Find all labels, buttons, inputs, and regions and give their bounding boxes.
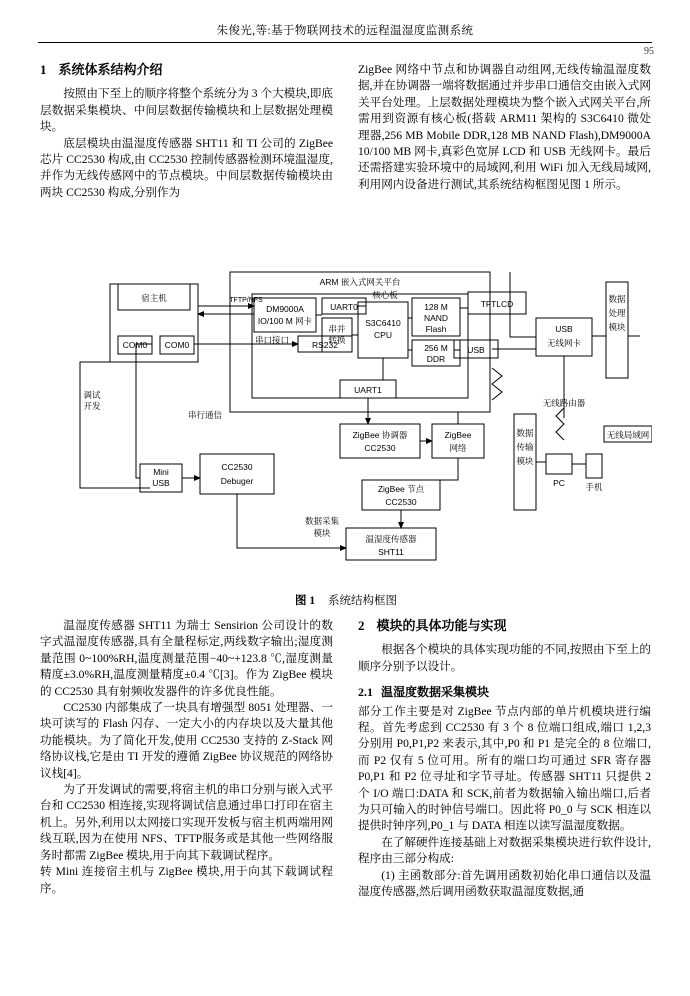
fig-serial-port: 串口接口 xyxy=(254,335,290,345)
fig-nand-2: NAND xyxy=(423,313,449,323)
fig-ddr-2: DDR xyxy=(426,354,446,364)
fig-proc-3: 模块 xyxy=(608,322,626,332)
figure-label: 图 1 xyxy=(295,595,316,607)
fig-serial-comm-label: 串行通信 xyxy=(187,410,223,420)
left-cont-paragraph-1: 温湿度传感器 SHT11 为瑞士 Sensirion 公司设计的数字式温湿度传感器,具有全量程标定,两线数字输出;湿度测量范围 0~100%RH,温度测量范围−40~+123.8 ℃,湿度测量精度±3.0%RH,温度测量精度±0.4 ℃[3]。作为 ZigBee 模块的 CC2530 具有射频收发器件的许多优良性能。 xyxy=(40,619,333,698)
figure-caption xyxy=(40,592,652,608)
figure-svg xyxy=(40,258,652,588)
fig-uart1: UART1 xyxy=(354,385,382,395)
fig-tftpnfs: TFTP/NFS xyxy=(229,297,263,304)
fig-usb-wifi-2: 无线网卡 xyxy=(546,338,582,348)
fig-zigbee-coord-2: CC2530 xyxy=(364,443,396,453)
section-2-1-heading xyxy=(358,684,651,700)
fig-cpu-2: CPU xyxy=(374,330,392,340)
running-header: 朱俊光,等:基于物联网技术的远程温湿度监测系统 xyxy=(216,25,474,37)
fig-conv-2: 转换 xyxy=(328,335,346,345)
system-architecture-figure xyxy=(40,258,652,588)
fig-proc-2: 处理 xyxy=(608,308,626,318)
fig-com0-label: COM0 xyxy=(122,340,148,350)
section-2-1-paragraph-1: 部分工作主要是对 ZigBee 节点内部的单片机模块进行编程。首先考虑到 CC2530 有 3 个 8 位端口组成,端口 1,2,3 分别用 P0,P1,P2 来表示,其中,P0 和 P1 是完全的 8 位端口,而 P2 仅有 5 位可用。所有的端口均可通过 SFR 寄存器 P0,P1 和 P2 位寻址和字节寻址。传感器 SHT11 只提供 2 个 I/O 端口:DATA 和 SCK,前者为数据输入输出端口,后者为只可输入的时钟信号端口。因此将 P0_0 与 SCK 相连以提供时钟序列,P0_1 与 DATA 相连以读写温湿度数据。 xyxy=(358,704,651,833)
section-1-paragraph-1: 按照由下至上的顺序将整个系统分为 3 个大模块,即底层数据采集模块、中间层数据传输模块和上层数据处理模块。 xyxy=(40,87,333,134)
section-2-heading xyxy=(358,618,651,634)
left-column-top xyxy=(40,62,333,201)
fig-pc: PC xyxy=(553,478,565,488)
section-2-1-paragraph-3: (1) 主函数部分:首先调用函数初始化串口通信以及温湿度传感器,然后调用函数获取温湿度数据,通 xyxy=(358,868,651,899)
fig-proc-1: 数据 xyxy=(608,294,626,304)
section-1-paragraph-2: 底层模块由温湿度传感器 SHT11 和 TI 公司的 ZigBee 芯片 CC2530 构成,由 CC2530 控制传感器检测环境温湿度,并作为无线传感网中的节点模块。中间层数据传输模块由两块 CC2530 构成,分别作为 xyxy=(40,136,333,199)
section-2-title: 模块的具体功能与实现 xyxy=(376,618,507,633)
fig-ddr-1: 256 M xyxy=(424,343,448,353)
fig-zigbee-net-2: 网络 xyxy=(449,443,467,453)
fig-nand-3: Flash xyxy=(425,324,447,334)
section-2-1-title: 温湿度数据采集模块 xyxy=(381,685,490,700)
fig-trans-1: 数据 xyxy=(516,428,534,438)
fig-cc2530-debuger-1: CC2530 xyxy=(221,462,253,472)
fig-collect-1: 数据采集 xyxy=(304,516,340,526)
fig-tftlcd: TFTLCD xyxy=(480,299,514,309)
fig-debug-label-1: 调试 xyxy=(83,390,101,400)
section-2-1-paragraph-2: 在了解硬件连接基础上对数据采集模块进行软件设计,程序由三部分构成: xyxy=(358,835,651,866)
fig-sensor-2: SHT11 xyxy=(378,547,404,557)
right-column-top xyxy=(358,62,651,193)
section-1-number: 1 xyxy=(40,62,47,77)
fig-zigbee-node-1: ZigBee 节点 xyxy=(377,484,425,494)
fig-zigbee-node-2: CC2530 xyxy=(385,497,417,507)
fig-sensor-1: 温湿度传感器 xyxy=(365,534,417,544)
fig-trans-3: 模块 xyxy=(516,456,534,466)
header-rule xyxy=(38,42,652,43)
fig-com1-label: COM0 xyxy=(164,340,190,350)
fig-cc2530-debuger-2: Debuger xyxy=(220,476,254,486)
fig-trans-2: 传输 xyxy=(516,442,534,452)
fig-mini-usb-2: USB xyxy=(152,478,170,488)
figure-caption-text: 系统结构框图 xyxy=(328,595,397,607)
fig-dm9000a-2: IO/100 M 网卡 xyxy=(257,316,313,326)
fig-collect-2: 模块 xyxy=(313,528,331,538)
right-column-bottom xyxy=(358,618,651,901)
fig-nand-1: 128 M xyxy=(424,302,448,312)
fig-conv-1: 串并 xyxy=(328,324,346,334)
page-number: 95 xyxy=(644,46,654,57)
fig-debug-label-2: 开发 xyxy=(83,401,101,411)
section-2-1-number: 2.1 xyxy=(358,685,373,700)
fig-core-board: 核心板 xyxy=(372,290,398,300)
fig-zigbee-net-1: ZigBee xyxy=(444,430,472,440)
fig-platform-title: ARM 嵌入式网关平台 xyxy=(319,277,401,287)
fig-phone: 手机 xyxy=(585,482,603,492)
fig-host-label: 宿主机 xyxy=(141,293,167,303)
left-cont-paragraph-2: CC2530 内部集成了一块具有增强型 8051 处理器、一块可读写的 Flash 闪存、一定大小的内存块以及大量其他功能模块。为了简化开发,使用 CC2530 支持的 Z-Stack 网络协议栈,它是由 TI 开发的遵循 ZigBee 协议规范的网络协议栈[4]。 xyxy=(40,701,333,780)
fig-uart0: UART0 xyxy=(330,302,358,312)
fig-zigbee-coord-1: ZigBee 协调器 xyxy=(352,430,408,440)
section-2-paragraph-1: 根据各个模块的具体实现功能的不同,按照由下至上的顺序分别予以设计。 xyxy=(358,643,651,673)
section-1-title: 系统体系结构介绍 xyxy=(58,62,163,77)
fig-usb-wifi-1: USB xyxy=(555,324,573,334)
section-1-paragraph-3: ZigBee 网络中节点和协调器自动组网,无线传输温湿度数据,并在协调器一端将数据通过并步串口通信交由嵌入式网关平台处理。上层数据处理模块为整个嵌入式网关平台,所需用到资源有核心板(搭载 ARM11 架构的 S3C6410 微处理器,256 MB Mobile DDR,128 MB NAND Flash),DM9000A 10/100 MB 网卡,真彩色宽屏 LCD 和 USB 无线网卡。最后还需搭建实验环境中的局域网,利用 WiFi 加入无线局域网,利用网内设备进行测试,其系统结构框图见图 1 所示。 xyxy=(358,63,651,191)
left-column-bottom xyxy=(40,618,333,897)
left-cont-paragraph-3: 为了开发调试的需要,将宿主机的串口分别与嵌入式平台和 CC2530 相连接,实现将调试信息通过串口打印在宿主机上。另外,利用以太网接口实现开发板与宿主机两端用网线互联,因为在使用 NFS、TFTP服务或是其他一些网络服务时都需 ZigBee 模块,用于向其下载调试程序。 xyxy=(40,783,333,862)
section-1-heading xyxy=(40,62,333,78)
fig-dm9000a-1: DM9000A xyxy=(266,304,304,314)
fig-mini-usb-1: Mini xyxy=(153,467,169,477)
fig-router: 无线路由器 xyxy=(542,398,586,408)
fig-cpu-1: S3C6410 xyxy=(365,318,401,328)
left-cont-paragraph-4: 转 Mini 连接宿主机与 ZigBee 模块,用于向其下载调试程序。 xyxy=(40,865,333,895)
fig-usb: USB xyxy=(467,345,485,355)
fig-wlan: 无线局域网 xyxy=(606,430,650,440)
fig-rs232: RS232 xyxy=(312,340,338,350)
section-2-number: 2 xyxy=(358,618,365,633)
